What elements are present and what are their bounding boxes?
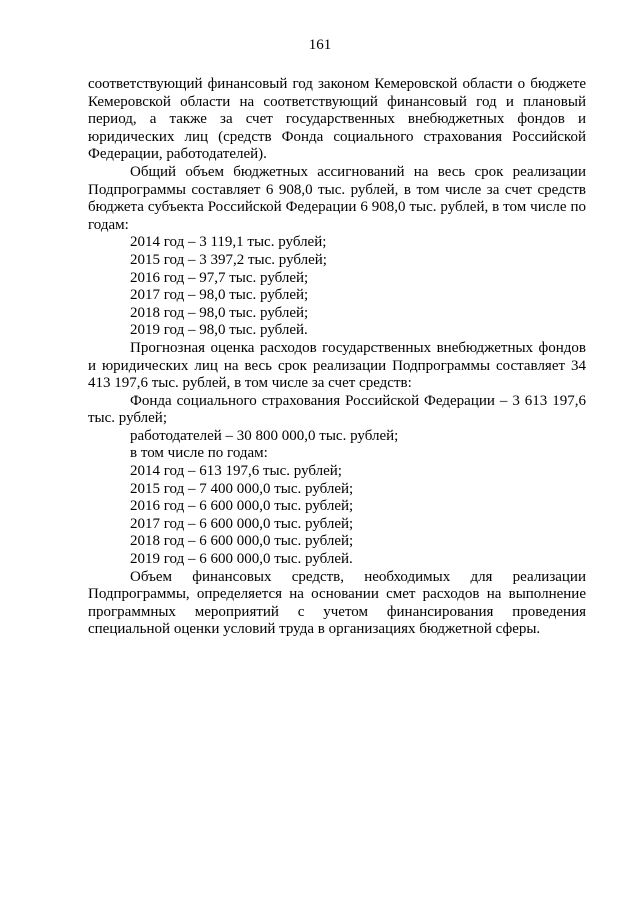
document-body bbox=[88, 76, 586, 639]
forecast-year-item: 2015 год – 7 400 000,0 тыс. рублей; bbox=[130, 480, 354, 497]
forecast-year-item: 2019 год – 6 600 000,0 тыс. рублей. bbox=[130, 551, 353, 568]
forecast-year-item: 2014 год – 613 197,6 тыс. рублей; bbox=[130, 463, 342, 480]
paragraph-by-years-intro: в том числе по годам: bbox=[130, 445, 268, 462]
budget-year-item: 2016 год – 97,7 тыс. рублей; bbox=[130, 269, 309, 286]
budget-year-item: 2014 год – 3 119,1 тыс. рублей; bbox=[130, 234, 327, 251]
paragraph-financing-volume: Объем финансовых средств, необходимых для реализации Подпрограммы, определяется на основании смет расходов на выполнение программных мероприятий с учетом финансирования проведения специальной оценки условий труда в организациях бюджетной сферы. bbox=[88, 568, 586, 638]
budget-year-item: 2018 год – 98,0 тыс. рублей; bbox=[130, 304, 309, 321]
forecast-year-item: 2018 год – 6 600 000,0 тыс. рублей; bbox=[130, 533, 354, 550]
page-number: 161 bbox=[308, 37, 332, 53]
budget-year-item: 2015 год – 3 397,2 тыс. рублей; bbox=[130, 251, 327, 268]
paragraph-social-insurance-fund: Фонда социального страхования Российской Федерации – 3 613 197,6 тыс. рублей; bbox=[88, 392, 586, 427]
paragraph-funding-sources: соответствующий финансовый год законом Кемеровской области о бюджете Кемеровской области на соответствующий финансовый год и плановый период, а также за счет государственных внебюджетных фондов и юридических лиц (средств Фонда социального страхования Российской Федерации, работодателей). bbox=[88, 76, 586, 163]
budget-year-item: 2019 год – 98,0 тыс. рублей. bbox=[130, 322, 308, 339]
budget-year-item: 2017 год – 98,0 тыс. рублей; bbox=[130, 287, 309, 304]
paragraph-forecast-estimate: Прогнозная оценка расходов государственных внебюджетных фондов и юридических лиц на весь срок реализации Подпрограммы составляет 34 413 197,6 тыс. рублей, в том числе за счет средств: bbox=[88, 339, 586, 392]
forecast-year-item: 2016 год – 6 600 000,0 тыс. рублей; bbox=[130, 498, 354, 515]
forecast-year-item: 2017 год – 6 600 000,0 тыс. рублей; bbox=[130, 515, 354, 532]
paragraph-employers: работодателей – 30 800 000,0 тыс. рублей; bbox=[130, 427, 399, 444]
paragraph-total-budget: Общий объем бюджетных ассигнований на весь срок реализации Подпрограммы составляет 6 908,0 тыс. рублей, в том числе за счет средств бюджета субъекта Российской Федерации 6 908,0 тыс. рублей, в том числе по годам: bbox=[88, 163, 586, 233]
